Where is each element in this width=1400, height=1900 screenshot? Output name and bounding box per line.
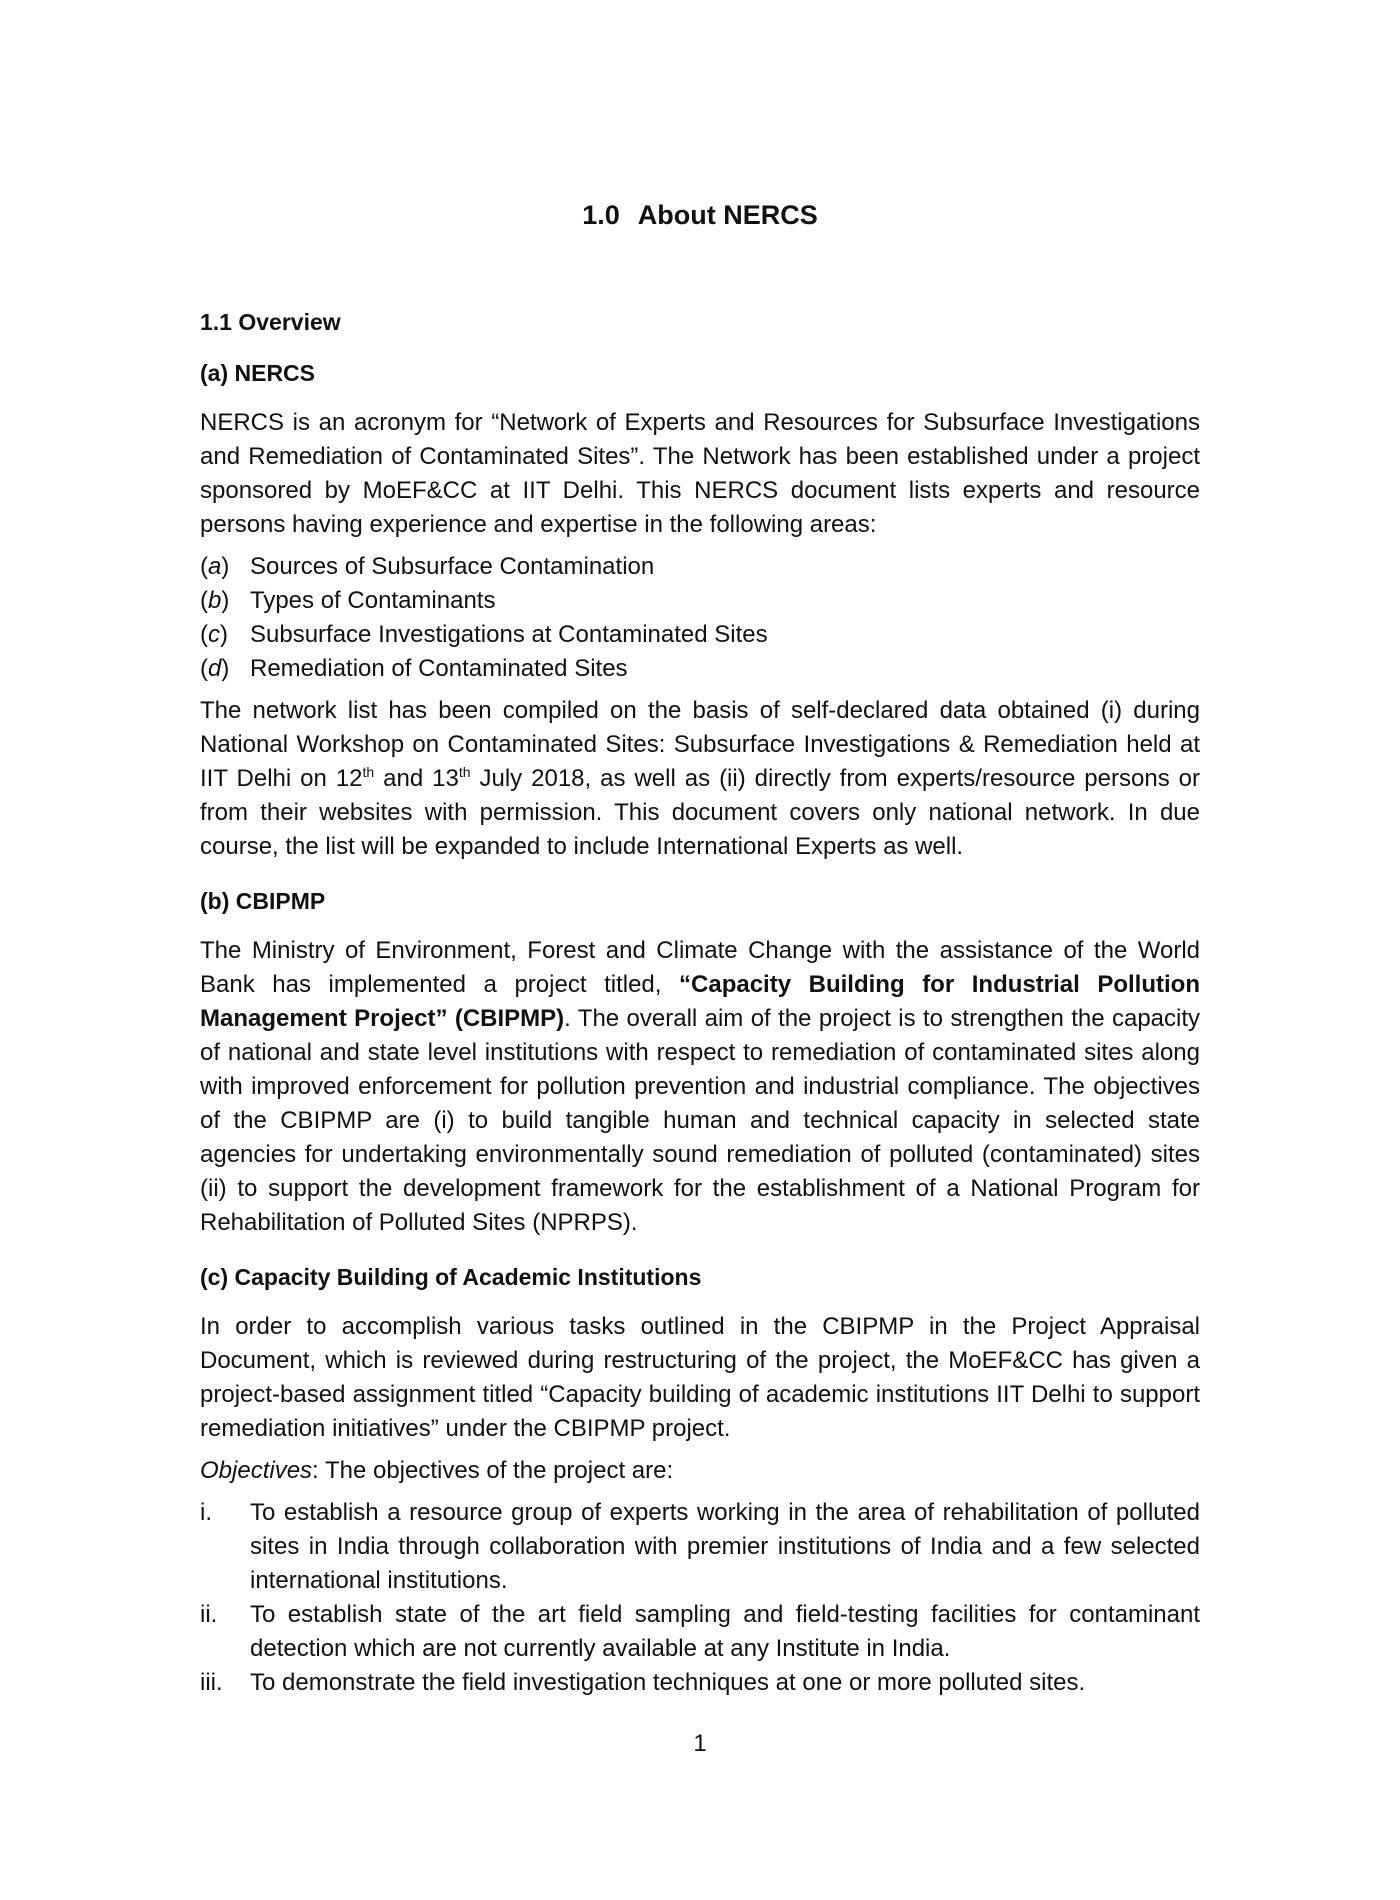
overview-heading: 1.1 Overview [200, 309, 341, 335]
list-marker: b [208, 587, 222, 614]
list-marker: c [208, 621, 220, 648]
section-c-heading: (c) Capacity Building of Academic Institutions [200, 1264, 702, 1290]
list-marker: i. [200, 1499, 212, 1526]
section-b-heading: (b) CBIPMP [200, 888, 326, 914]
list-item [200, 1598, 1200, 1666]
list-item-text: Subsurface Investigations at Contaminated Sites [250, 621, 768, 648]
objectives-intro: Objectives: The objectives of the project are: [200, 1457, 674, 1484]
list-item [200, 1666, 1200, 1700]
section-b-paragraph: The Ministry of Environment, Forest and Climate Change with the assistance of the World Bank has implemented a project titled, “Capacity Building for Industrial Pollution Management Project” (CBIPMP). The overall aim of the project is to strengthen the capacity of national and state level institutions with respect to remediation of contaminated sites along with improved enforcement for pollution prevention and industrial compliance. The objectives of the CBIPMP are (i) to build tangible human and technical capacity in selected state agencies for undertaking environmentally sound remediation of polluted (contaminated) sites (ii) to support the development framework for the establishment of a National Program for Rehabilitation of Polluted Sites (NPRPS). [200, 937, 1201, 1236]
list-item: (a) Sources of Subsurface Contamination [200, 550, 1200, 584]
title-text: About NERCS [637, 200, 818, 230]
document-body [200, 305, 1200, 1708]
list-marker: a [208, 553, 222, 580]
list-item-text: To demonstrate the field investigation techniques at one or more polluted sites. [250, 1669, 1086, 1696]
list-item-text: To establish a resource group of experts working in the area of rehabilitation of polluted sites in India through collaboration with premier institutions of India and a few selected international institutions. [250, 1499, 1200, 1594]
list-marker: iii. [200, 1669, 223, 1696]
list-item-text: Sources of Subsurface Contamination [250, 553, 655, 580]
project-title-bold: “Capacity Building for Industrial Pollution Management Project” (CBIPMP) [200, 971, 1200, 1032]
list-item: (b) Types of Contaminants [200, 584, 1200, 618]
section-a-heading: (a) NERCS [200, 360, 316, 386]
title-number: 1.0 [582, 200, 620, 230]
list-marker: ii. [200, 1601, 218, 1628]
list-item-text: Types of Contaminants [250, 587, 496, 614]
document-page [200, 0, 1200, 1900]
objectives-list [200, 1496, 1200, 1700]
list-marker: d [208, 655, 222, 682]
section-a-paragraph-2: The network list has been compiled on the basis of self-declared data obtained (i) during National Workshop on Contaminated Sites: Subsurface Investigations & Remediation held at IIT Delhi on 12th and 13th July 2018, as well as (ii) directly from experts/resource persons or from their websites with permission. This document covers only national network. In due course, the list will be expanded to include International Experts as well. [200, 697, 1200, 860]
objectives-label: Objectives [200, 1457, 313, 1484]
list-item: (c) Subsurface Investigations at Contaminated Sites [200, 618, 1200, 652]
list-item: (d) Remediation of Contaminated Sites [200, 652, 1200, 686]
section-c-paragraph: In order to accomplish various tasks outlined in the CBIPMP in the Project Appraisal Document, which is reviewed during restructuring of the project, the MoEF&CC has given a project-based assignment titled “Capacity building of academic institutions IIT Delhi to support remediation initiatives” under the CBIPMP project. [200, 1313, 1200, 1442]
page-number: 1 [693, 1730, 707, 1757]
page-title [200, 200, 1200, 231]
list-item-text: Remediation of Contaminated Sites [250, 655, 628, 682]
section-a-paragraph-1: NERCS is an acronym for “Network of Experts and Resources for Subsurface Investigations and Remediation of Contaminated Sites”. The Network has been established under a project sponsored by MoEF&CC at IIT Delhi. This NERCS document lists experts and resource persons having experience and expertise in the following areas: [200, 409, 1200, 538]
list-item [200, 1496, 1200, 1598]
list-item-text: To establish state of the art field sampling and field-testing facilities for contaminant detection which are not currently available at any Institute in India. [250, 1601, 1200, 1662]
areas-list [200, 550, 1200, 686]
